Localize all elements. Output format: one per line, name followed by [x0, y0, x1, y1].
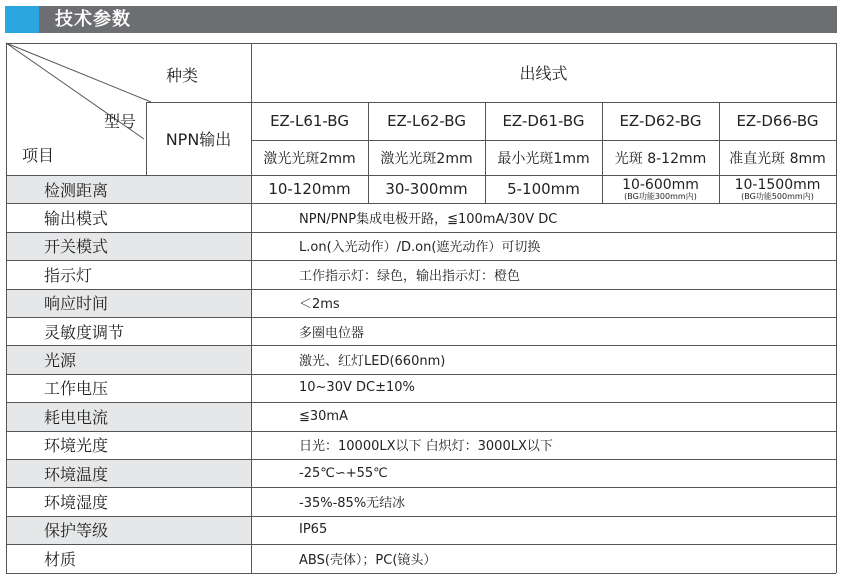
model-name-cell: EZ-D61-BG	[502, 112, 585, 130]
row-label: 响应时间	[44, 294, 109, 314]
model-spot-cell: 激光光斑2mm	[263, 150, 356, 167]
row-value: NPN/PNP集成电极开路，≦100mA/30V DC	[299, 212, 558, 228]
grid-line-h	[6, 260, 836, 261]
row-value: ≦30mA	[299, 408, 348, 424]
grid-line-v	[251, 43, 252, 573]
row-value: -35%-85%无结冰	[299, 496, 406, 512]
distance-cell	[602, 175, 719, 203]
corner-item-label: 项目	[22, 146, 55, 165]
grid-line-h	[6, 573, 836, 574]
grid-line-h	[6, 402, 836, 403]
grid-line-h	[251, 140, 836, 141]
grid-line-v	[602, 102, 603, 203]
grid-line-v	[368, 102, 369, 203]
grid-line-h	[6, 317, 836, 318]
row-value: ABS(壳体）；PC(镜头）	[299, 552, 437, 568]
model-spot-cell: 准直光斑 8mm	[729, 150, 826, 167]
model-name-cell: EZ-L61-BG	[270, 112, 349, 130]
row-label: 检测距离	[44, 180, 109, 200]
grid-line-h	[6, 175, 836, 176]
row-value: 多圈电位器	[299, 325, 365, 341]
distance-cell	[251, 175, 368, 203]
row-value: IP65	[299, 522, 328, 538]
distance-cell	[719, 175, 836, 203]
row-value: 日光：10000LX以下 白炽灯：3000LX以下	[299, 439, 553, 455]
row-label: 环境湿度	[44, 493, 109, 513]
distance-cell	[368, 175, 485, 203]
grid-line-v	[146, 102, 147, 175]
row-label: 环境光度	[44, 436, 109, 456]
grid-line-h	[6, 459, 836, 460]
distance-value: 10-600mm	[622, 176, 699, 193]
row-label: 指示灯	[44, 265, 93, 285]
grid-line-h	[6, 345, 836, 346]
npn-output-label: NPN输出	[165, 130, 232, 149]
grid-line-h	[6, 516, 836, 517]
spec-table	[6, 43, 836, 571]
distance-value: 5-100mm	[507, 179, 580, 198]
distance-note: (BG功能300mm内)	[624, 191, 697, 201]
row-label: 输出模式	[44, 209, 109, 229]
header-accent-bar	[5, 6, 39, 33]
row-label: 开关模式	[44, 237, 109, 257]
row-label: 灵敏度调节	[44, 322, 125, 342]
grid-line-h	[6, 203, 836, 204]
row-value: ＜2ms	[299, 297, 340, 313]
section-title: 技术参数	[55, 9, 131, 30]
distance-value: 30-300mm	[385, 179, 468, 198]
row-value: 激光、红灯LED(660nm)	[299, 354, 446, 370]
distance-value: 10-120mm	[268, 179, 351, 198]
output-type-label: 出线式	[519, 64, 568, 83]
grid-line-h	[6, 544, 836, 545]
row-label: 耗电电流	[44, 407, 109, 427]
row-value: 10~30V DC±10%	[299, 380, 415, 396]
distance-note: (BG功能500mm内)	[741, 191, 814, 201]
model-spot-cell: 激光光斑2mm	[380, 150, 473, 167]
row-value: L.on(入光动作）/D.on(遮光动作）可切换	[299, 240, 541, 256]
distance-value: 10-1500mm	[734, 176, 821, 193]
row-value: 工作指示灯：绿色，输出指示灯：橙色	[299, 268, 521, 284]
row-label: 环境温度	[44, 464, 109, 484]
grid-line-v	[485, 102, 486, 203]
table-top-border	[6, 43, 836, 44]
model-name-cell: EZ-D66-BG	[736, 112, 819, 130]
model-name-cell: EZ-L62-BG	[387, 112, 466, 130]
distance-cell	[485, 175, 602, 203]
corner-model-label: 型号	[104, 112, 137, 131]
row-label: 工作电压	[44, 379, 109, 399]
model-name-cell: EZ-D62-BG	[619, 112, 702, 130]
row-label: 光源	[44, 351, 77, 371]
section-header	[5, 6, 837, 33]
grid-line-h	[146, 102, 836, 103]
table-left-border	[6, 43, 7, 573]
model-spot-cell: 最小光斑1mm	[497, 150, 590, 167]
corner-type-label: 种类	[166, 66, 199, 85]
row-label: 材质	[44, 549, 77, 569]
row-value: -25℃∽+55℃	[299, 465, 388, 481]
grid-line-v	[719, 102, 720, 203]
grid-line-h	[6, 374, 836, 375]
table-right-border	[836, 43, 837, 573]
model-spot-cell: 光斑 8-12mm	[614, 150, 707, 167]
grid-line-h	[6, 232, 836, 233]
row-label: 保护等级	[44, 521, 109, 541]
grid-line-h	[6, 487, 836, 488]
grid-line-h	[6, 289, 836, 290]
grid-line-h	[6, 431, 836, 432]
